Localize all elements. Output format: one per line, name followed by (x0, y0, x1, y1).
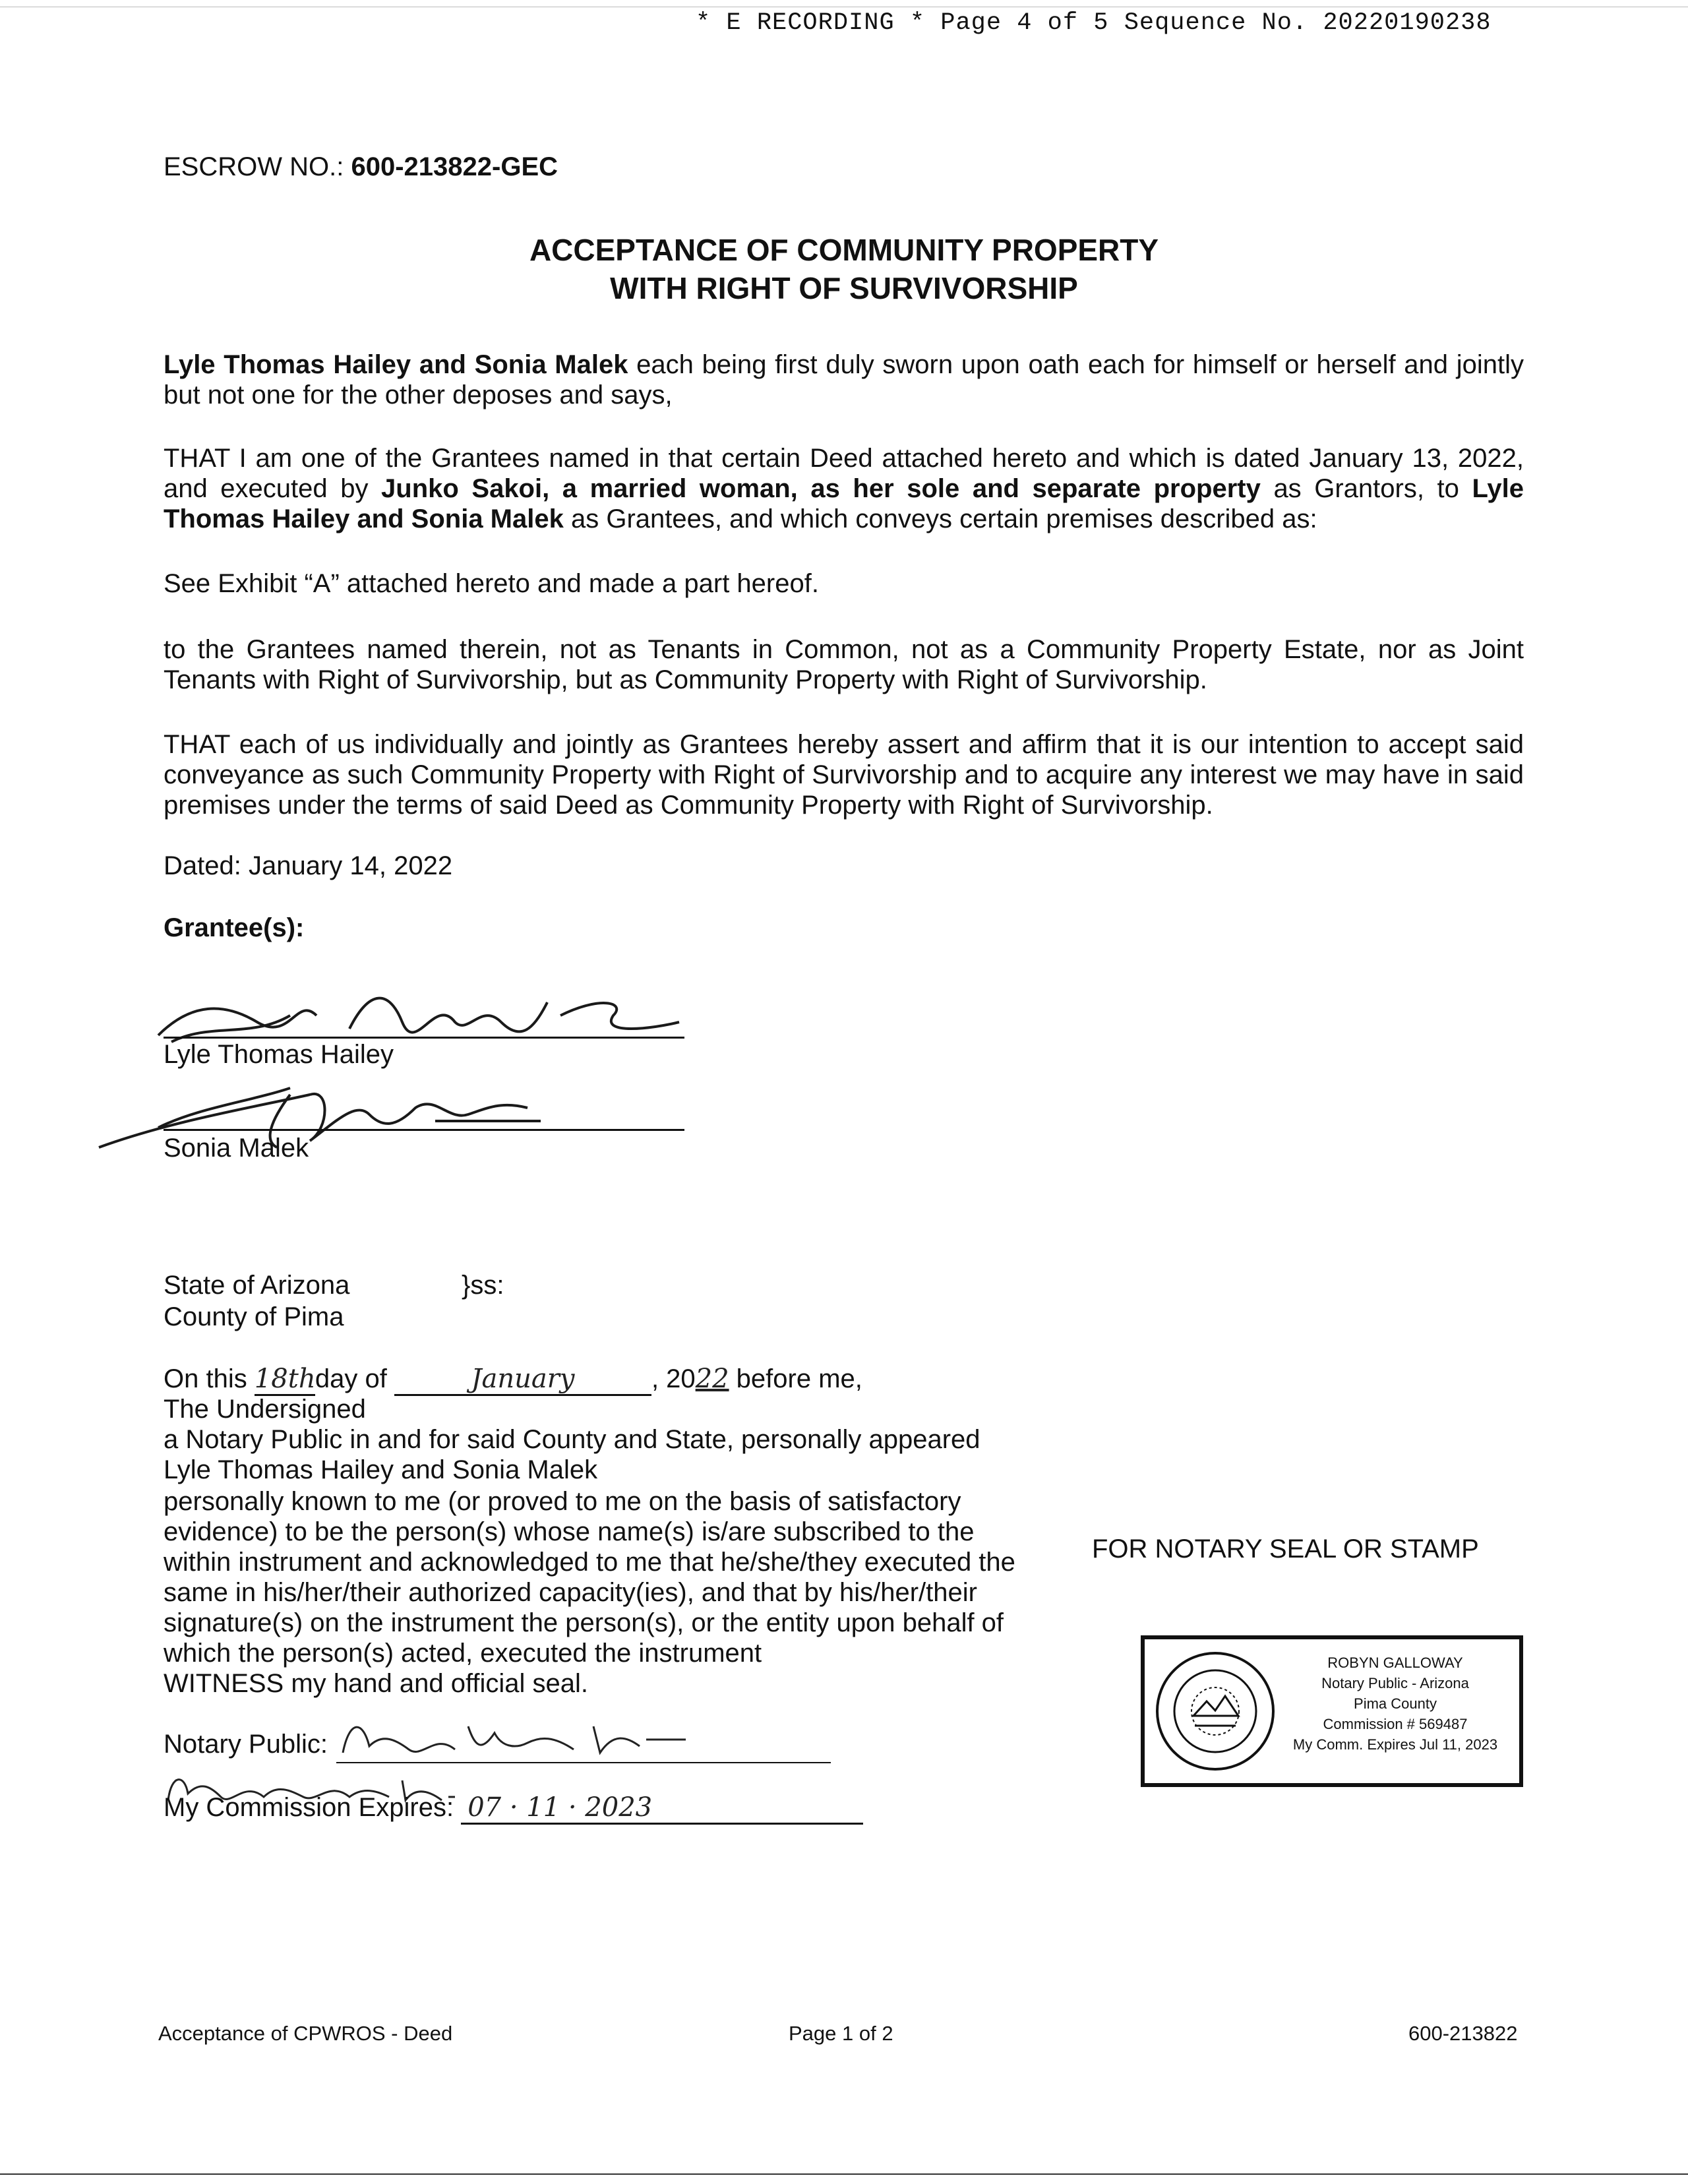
witness-line: WITNESS my hand and official seal. (164, 1669, 588, 1698)
grantees-label: Grantee(s): (164, 913, 305, 942)
notary-public-label: Notary Public: (164, 1730, 328, 1759)
notary-signature-line (336, 1762, 831, 1763)
commission-value: 07 · 11 · 2023 (461, 1792, 863, 1825)
venue-county: County of Pima (164, 1302, 344, 1331)
stamp-title: Notary Public - Arizona (1321, 1675, 1469, 1691)
signer2-name: Sonia Malek (164, 1134, 309, 1163)
affiant-text: each being first duly sworn upon oath each for himself or herself and jointly but not one for the other deposes and says, (164, 350, 1524, 410)
notary-statement: a Notary Public in and for said County and State, personally appeared (164, 1425, 980, 1454)
undersigned: The Undersigned (164, 1395, 366, 1424)
paragraph-tenancy: to the Grantees named therein, not as Tenants in Common, not as a Community Property Estate, nor as Joint Tenants with Right of Survivorship, but as Community Property with Right of Survivorship. (164, 635, 1524, 694)
footer-page: Page 1 of 2 (789, 2022, 893, 2045)
ack-line-6: which the person(s) acted, executed the instrument (164, 1639, 762, 1668)
escrow-label: ESCROW NO.: (164, 152, 344, 181)
ack-line-4: same in his/her/their authorized capacity(ies), and that by his/her/their (164, 1578, 977, 1607)
footer-left: Acceptance of CPWROS - Deed (158, 2022, 453, 2045)
commission-label: My Commission Expires: (164, 1793, 454, 1822)
venue-state: State of Arizona (164, 1271, 350, 1300)
seal-label: FOR NOTARY SEAL OR STAMP (1092, 1534, 1479, 1563)
stamp-text (1277, 1653, 1514, 1755)
stamp-name: ROBYN GALLOWAY (1327, 1654, 1463, 1671)
notary-stamp (1141, 1635, 1523, 1787)
appeared-names: Lyle Thomas Hailey and Sonia Malek (164, 1455, 598, 1484)
year-value: 22 (695, 1364, 729, 1394)
stamp-county: Pima County (1354, 1695, 1437, 1712)
ack-line-2: evidence) to be the person(s) whose name(s) is/are subscribed to the (164, 1517, 975, 1546)
day-of-label: day of (315, 1364, 387, 1393)
escrow-line (164, 152, 558, 182)
stamp-expiration: My Comm. Expires Jul 11, 2023 (1292, 1736, 1498, 1753)
bottom-rule (0, 2173, 1688, 2175)
paragraph-deed (164, 443, 1524, 534)
stamp-commission-number: Commission # 569487 (1323, 1716, 1468, 1732)
paragraph-affiants (164, 349, 1524, 410)
day-value: 18th (255, 1364, 315, 1396)
ack-line-3: within instrument and acknowledged to me that he/she/they executed the (164, 1548, 1015, 1577)
notary-signature (336, 1713, 706, 1766)
escrow-number: 600-213822-GEC (351, 152, 558, 181)
on-this-label: On this (164, 1364, 247, 1393)
paragraph-intent: THAT each of us individually and jointly as Grantees hereby assert and affirm that it is our intention to accept said conveyance as such Community Property with Right of Survivorship and to acquire any interest we may have in said premises under the terms of said Deed as Community Property with Right of Survivorship. (164, 730, 1524, 820)
commission-line (164, 1792, 863, 1825)
grantor-name: Junko Sakoi, a married woman, as her sole and separate property (381, 474, 1261, 503)
before-me-label: before me, (729, 1364, 862, 1393)
signature-line-1 (164, 1037, 684, 1039)
footer-right: 600-213822 (1408, 2022, 1518, 2045)
ack-line-5: signature(s) on the instrument the person(s), or the entity upon behalf of (164, 1608, 1004, 1637)
state-seal-icon (1154, 1650, 1277, 1773)
recording-header: * E RECORDING * Page 4 of 5 Sequence No. 20220190238 (696, 9, 1492, 37)
affiant-names: Lyle Thomas Hailey and Sonia Malek (164, 350, 628, 379)
dated-line: Dated: January 14, 2022 (164, 851, 453, 880)
acknowledgment-date-line (164, 1364, 862, 1396)
year-prefix: , 20 (651, 1364, 696, 1393)
grantee-names: Lyle Thomas Hailey and Sonia Malek (164, 474, 1524, 533)
venue-ss: }ss: (462, 1271, 504, 1300)
signature-line-2 (164, 1129, 684, 1131)
deed-text-b: as Grantors, to (1260, 474, 1472, 503)
deed-text-c: as Grantees, and which conveys certain premises described as: (563, 504, 1317, 533)
month-value: January (394, 1364, 651, 1396)
signer1-name: Lyle Thomas Hailey (164, 1040, 394, 1069)
deed-text-a: THAT I am one of the Grantees named in that certain Deed attached hereto and which is dated January 13, 2022, and executed by (164, 444, 1524, 503)
ack-line-1: personally known to me (or proved to me on the basis of satisfactory (164, 1487, 961, 1516)
document-title-line2: WITH RIGHT OF SURVIVORSHIP (610, 271, 1078, 305)
document-title-line1: ACCEPTANCE OF COMMUNITY PROPERTY (529, 233, 1159, 267)
paragraph-exhibit: See Exhibit “A” attached hereto and made a part hereof. (164, 569, 819, 598)
